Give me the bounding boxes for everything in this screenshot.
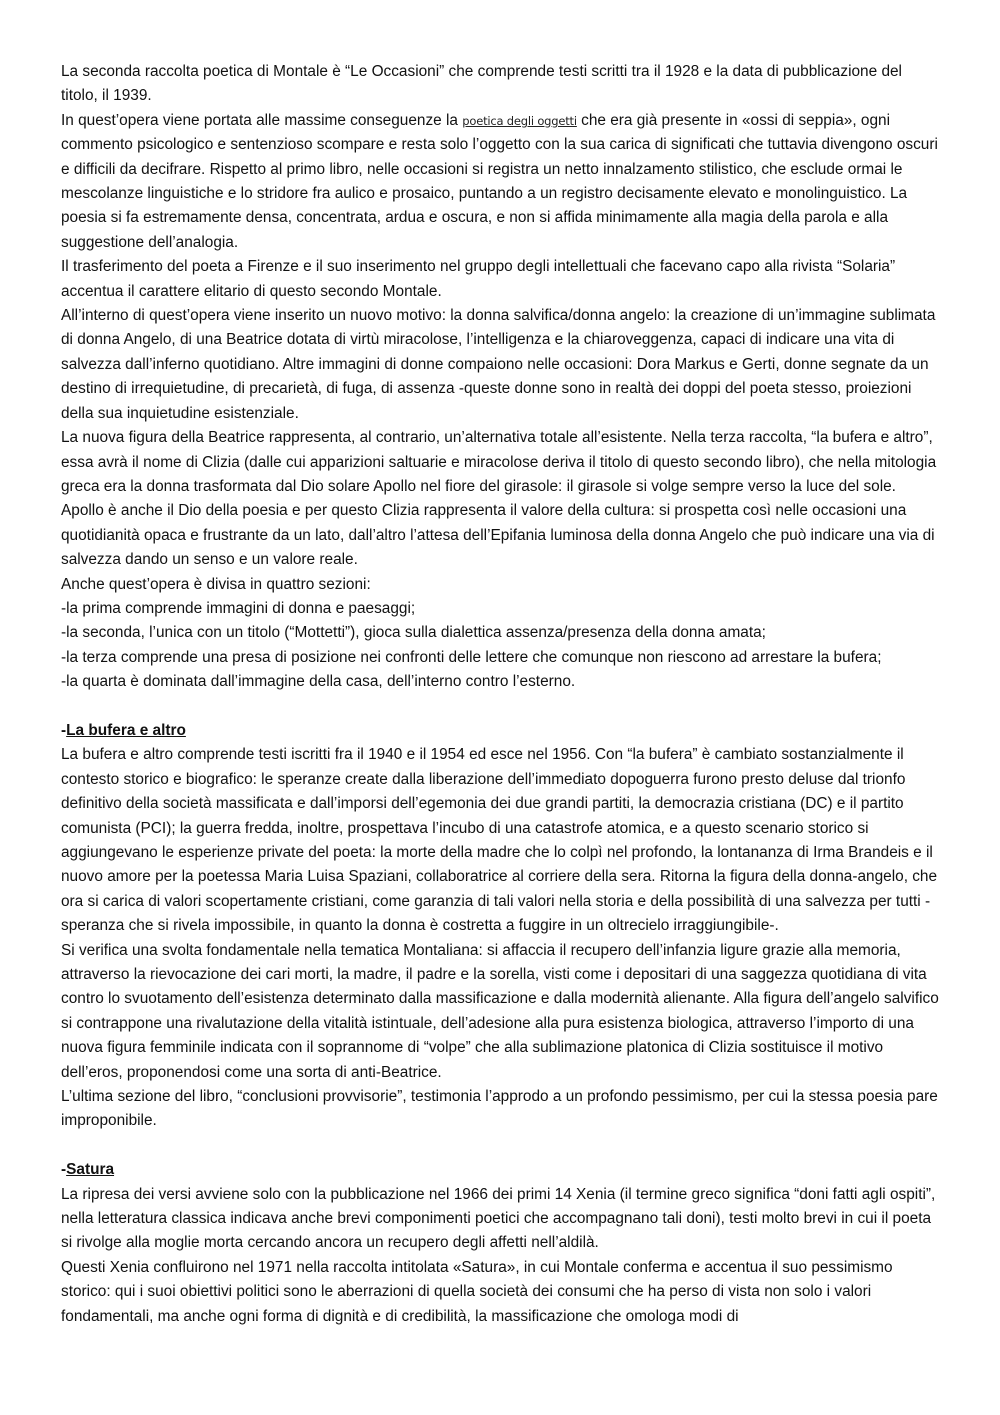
section-le-occasioni [61, 60, 940, 695]
list-item: -la quarta è dominata dall’immagine della casa, dell’interno contro l’esterno. [61, 673, 576, 691]
paragraph-text: che era già presente in «ossi di seppia», ogni commento psicologico e sentenzioso scompare e resta solo l’oggetto con la sua carica di significati che tuttavia divengono oscuri e difficili da decifrare. Rispetto al primo libro, nelle occasioni si registra un netto innalzamento stilistico, che esclude ormai le mescolanze linguistiche e lo stridore fra aulico e prosaico, puntando a un registro decisamente elevato e monolinguistico. La poesia si fa estremamente densa, concentrata, ardua e oscura, e non si affida minimamente alla magia della parola e alla suggestione dell’analogia. [61, 111, 938, 251]
paragraph: Si verifica una svolta fondamentale nella tematica Montaliana: si affaccia il recupero dell’infanzia ligure grazie alla memoria, attraverso la rievocazione dei cari morti, la madre, il padre e la sorella, visti come i depositari di una saggezza quotidiana di vita contro lo svuotamento dell’esistenza determinato dalla massificazione e dalla modernità alienante. Alla figura dell’angelo salvifico si contrappone una rivalutazione della vitalità istintuale, dell’adesione alla pura esistenza biologica, attraverso l’importo di una nuova figura femminile indicata con il soprannome di “volpe” che alla sublimazione platonica di Clizia sostituisce il motivo dell’eros, proponendosi come una sorta di anti-Beatrice. [61, 941, 939, 1081]
paragraph: Anche quest’opera è divisa in quattro sezioni: [61, 575, 371, 593]
section-heading [61, 719, 940, 743]
poetica-degli-oggetti-link[interactable]: poetica degli oggetti [462, 113, 577, 128]
section-satura [61, 1158, 940, 1329]
heading-title: La bufera e altro [66, 721, 186, 739]
list-item: -la prima comprende immagini di donna e paesaggi; [61, 599, 416, 617]
paragraph: La nuova figura della Beatrice rappresenta, al contrario, un’alternativa totale all’esistente. Nella terza raccolta, “la bufera e altro”, essa avrà il nome di Clizia (dalle cui apparizioni saltuarie e miracolose deriva il titolo di questo secondo libro), che nella mitologia greca era la donna trasformata dal Dio solare Apollo nel fiore del girasole: il girasole si volge sempre verso la luce del sole. Apollo è anche il Dio della poesia e per questo Clizia rappresenta il valore della cultura: si prospetta così nelle occasioni una quotidianità opaca e frustrante da un lato, dall’altro l’attesa dell’Epifania luminosa della donna Angelo che può indicare una via di salvezza dando un senso e un valore reale. [61, 429, 937, 569]
list-item: -la terza comprende una presa di posizione nei confronti delle lettere che comunque non riescono ad arrestare la bufera; [61, 648, 882, 666]
paragraph: La ripresa dei versi avviene solo con la pubblicazione nel 1966 dei primi 14 Xenia (il termine greco significa “doni fatti agli ospiti”, nella letteratura classica indicava anche brevi componimenti poetici che accompagnano tali doni), testi molto brevi in cui il poeta si rivolge alla moglie morta cercando ancora un recupero degli affetti nell’aldilà. [61, 1185, 936, 1252]
section-heading [61, 1158, 940, 1182]
paragraph: Questi Xenia confluirono nel 1971 nella raccolta intitolata «Satura», in cui Montale conferma e accentua il suo pessimismo storico: qui i suoi obiettivi politici sono le aberrazioni di quella società dei consumi che ha perso di vista non solo i valori fondamentali, ma anche ogni forma di dignità e di credibilità, la massificazione che omologa modi di [61, 1258, 893, 1325]
heading-title: Satura [66, 1161, 115, 1179]
paragraph: L’ultima sezione del libro, “conclusioni provvisorie”, testimonia l’approdo a un profondo pessimismo, per cui la stessa poesia pare improponibile. [61, 1088, 938, 1130]
paragraph: All’interno di quest’opera viene inserito un nuovo motivo: la donna salvifica/donna angelo: la creazione di un’immagine sublimata di donna Angelo, di una Beatrice dotata di virtù miracolose, l’intelligenza e la chiaroveggenza, capaci di indicare una vita di salvezza dall’inferno quotidiano. Altre immagini di donne compaiono nelle occasioni: Dora Markus e Gerti, donne segnate da un destino di irrequietudine, di precarietà, di fuga, di assenza -queste donne sono in realtà dei doppi del poeta stesso, proiezioni della sua inquietudine esistenziale. [61, 307, 936, 422]
list-item: -la seconda, l’unica con un titolo (“Mottetti”), gioca sulla dialettica assenza/presenza della donna amata; [61, 624, 766, 642]
paragraph: La bufera e altro comprende testi iscritti fra il 1940 e il 1954 ed esce nel 1956. Con “la bufera” è cambiato sostanzialmente il contesto storico e biografico: le speranze create dalla liberazione dell’immediato dopoguerra furono presto deluse dal trionfo definitivo della società massificata e dall’imporsi dell’egemonia dei due grandi partiti, la democrazia cristiana (DC) e il partito comunista (PCI); la guerra fredda, inoltre, prospettava l’incubo di una catastrofe atomica, e a questo scenario storico si aggiungevano le esperienze private del poeta: la morte della madre che lo colpì nel profondo, la lontananza di Irma Brandeis e il nuovo amore per la poetessa Maria Luisa Spaziani, collaboratrice al corriere della sera. Ritorna la figura della donna-angelo, che ora si carica di valori scopertamente cristiani, come garanzia di tali valori nella storia e della possibilità di una salvezza per tutti -speranza che si rivela impossibile, in quanto la donna è costretta a fuggire in un oltrecielo irraggiungibile-. [61, 746, 938, 935]
paragraph: La seconda raccolta poetica di Montale è “Le Occasioni” che comprende testi scritti tra il 1928 e la data di pubblicazione del titolo, il 1939. [61, 63, 902, 105]
paragraph-text: In quest’opera viene portata alle massime conseguenze la [61, 111, 463, 129]
heading-prefix: - [61, 721, 67, 739]
section-la-bufera [61, 719, 940, 1134]
paragraph: Il trasferimento del poeta a Firenze e il suo inserimento nel gruppo degli intellettuali che facevano capo alla rivista “Solaria” accentua il carattere elitario di questo secondo Montale. [61, 258, 896, 300]
heading-prefix: - [61, 1161, 67, 1179]
paragraph-poetica-oggetti [61, 109, 940, 255]
